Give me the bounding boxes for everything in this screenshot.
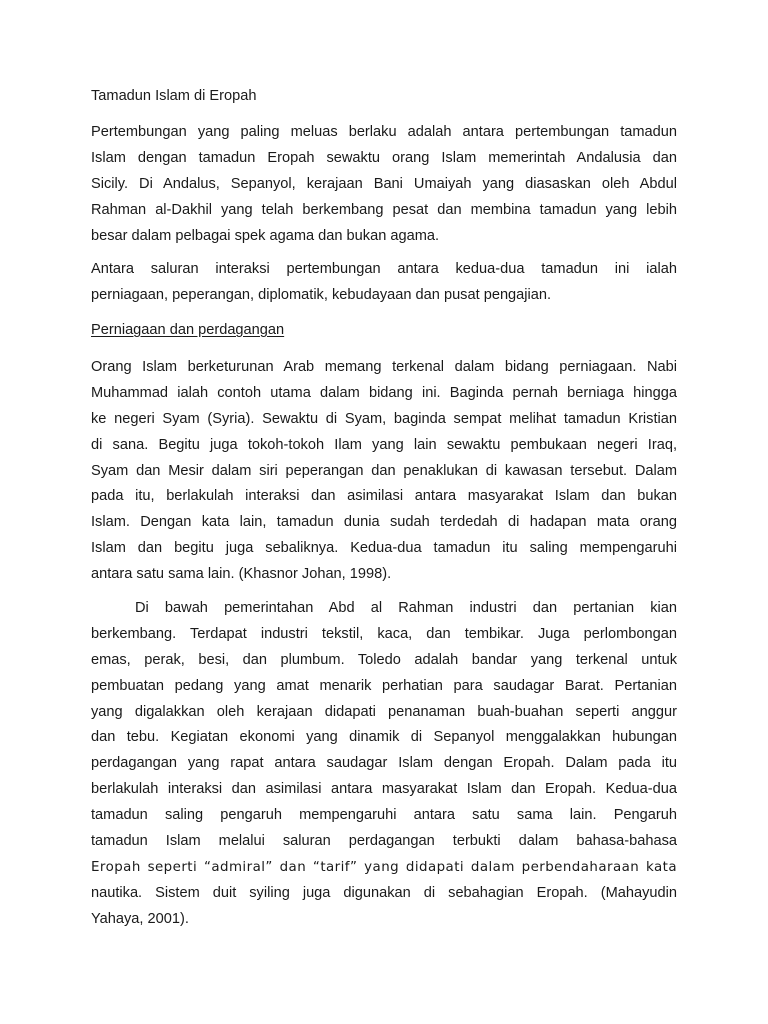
paragraph-4-line: tamadun saling pengaruh mempengaruhi antara satu sama lain. Pengaruh bbox=[91, 807, 677, 824]
paragraph-2-line: perniagaan, peperangan, diplomatik, kebudayaan dan pusat pengajian. bbox=[91, 286, 552, 303]
paragraph-1-line: Pertembungan yang paling meluas berlaku adalah antara pertembungan tamadun bbox=[91, 124, 677, 140]
paragraph-4-line: berlakulah interaksi dan asimilasi antara masyarakat Islam dan Eropah. Kedua-dua bbox=[91, 781, 677, 798]
paragraph-3-line: pada itu, berlakulah interaksi dan asimilasi antara masyarakat Islam dan bukan bbox=[91, 488, 677, 505]
document-title: Tamadun Islam di Eropah bbox=[91, 88, 257, 104]
paragraph-1-line: Sicily. Di Andalus, Sepanyol, kerajaan Bani Umaiyah yang diasaskan oleh Abdul bbox=[91, 175, 677, 192]
paragraph-4-line: pembuatan pedang yang amat menarik perhatian para saudagar Barat. Pertanian bbox=[91, 677, 677, 694]
paragraph-4-line: tamadun Islam melalui saluran perdagangan terbukti dalam bahasa-bahasa bbox=[91, 833, 677, 850]
paragraph-2 bbox=[91, 257, 677, 309]
paragraph-1-line: Islam dengan tamadun Eropah sewaktu orang Islam memerintah Andalusia dan bbox=[91, 149, 677, 166]
paragraph-3-line: Orang Islam berketurunan Arab memang terkenal dalam bidang perniagaan. Nabi bbox=[91, 359, 677, 375]
paragraph-3-line: Islam dan begitu juga sebaliknya. Kedua-dua tamadun itu saling mempengaruhi bbox=[91, 540, 677, 557]
paragraph-3-line: antara satu sama lain. (Khasnor Johan, 1998). bbox=[91, 566, 392, 583]
paragraph-3 bbox=[91, 355, 677, 588]
paragraph-3-line: Islam. Dengan kata lain, tamadun dunia sudah terdedah di hadapan mata orang bbox=[91, 514, 677, 531]
paragraph-4-line: dan tebu. Kegiatan ekonomi yang dinamik di Sepanyol menggalakkan hubungan bbox=[91, 729, 677, 746]
paragraph-4-line: Di bawah pemerintahan Abd al Rahman industri dan pertanian kian bbox=[135, 600, 677, 616]
paragraph-2-line: Antara saluran interaksi pertembungan antara kedua-dua tamadun ini ialah bbox=[91, 261, 677, 277]
paragraph-1-line: Rahman al-Dakhil yang telah berkembang pesat dan membina tamadun yang lebih bbox=[91, 201, 677, 218]
paragraph-4-line: Yahaya, 2001). bbox=[91, 910, 189, 927]
paragraph-4-line: yang digalakkan oleh kerajaan didapati penanaman buah-buahan seperti anggur bbox=[91, 703, 677, 720]
paragraph-4 bbox=[91, 596, 677, 933]
paragraph-3-line: Syam dan Mesir dalam siri peperangan dan penaklukan di kawasan tersebut. Dalam bbox=[91, 462, 677, 479]
paragraph-3-line: ke negeri Syam (Syria). Sewaktu di Syam, baginda sempat melihat tamadun Kristian bbox=[91, 410, 677, 427]
paragraph-1-line: besar dalam pelbagai spek agama dan bukan agama. bbox=[91, 227, 440, 244]
paragraph-1 bbox=[91, 120, 677, 249]
paragraph-4-line: nautika. Sistem duit syiling juga digunakan di sebahagian Eropah. (Mahayudin bbox=[91, 884, 677, 901]
paragraph-3-line: Muhammad ialah contoh utama dalam bidang ini. Baginda pernah berniaga hingga bbox=[91, 384, 677, 401]
paragraph-4-line: berkembang. Terdapat industri tekstil, kaca, dan tembikar. Juga perlombongan bbox=[91, 625, 677, 642]
paragraph-4-line: emas, perak, besi, dan plumbum. Toledo adalah bandar yang terkenal untuk bbox=[91, 651, 677, 668]
section-heading: Perniagaan dan perdagangan bbox=[91, 322, 285, 338]
paragraph-4-line: perdagangan yang rapat antara saudagar Islam dengan Eropah. Dalam pada itu bbox=[91, 755, 677, 772]
paragraph-3-line: di sana. Begitu juga tokoh-tokoh Ilam yang lain sewaktu pembukaan negeri Iraq, bbox=[91, 436, 677, 453]
paragraph-4-line: Eropah seperti “admiral” dan “tarif” yang didapati dalam perbendaharaan kata bbox=[91, 859, 677, 875]
